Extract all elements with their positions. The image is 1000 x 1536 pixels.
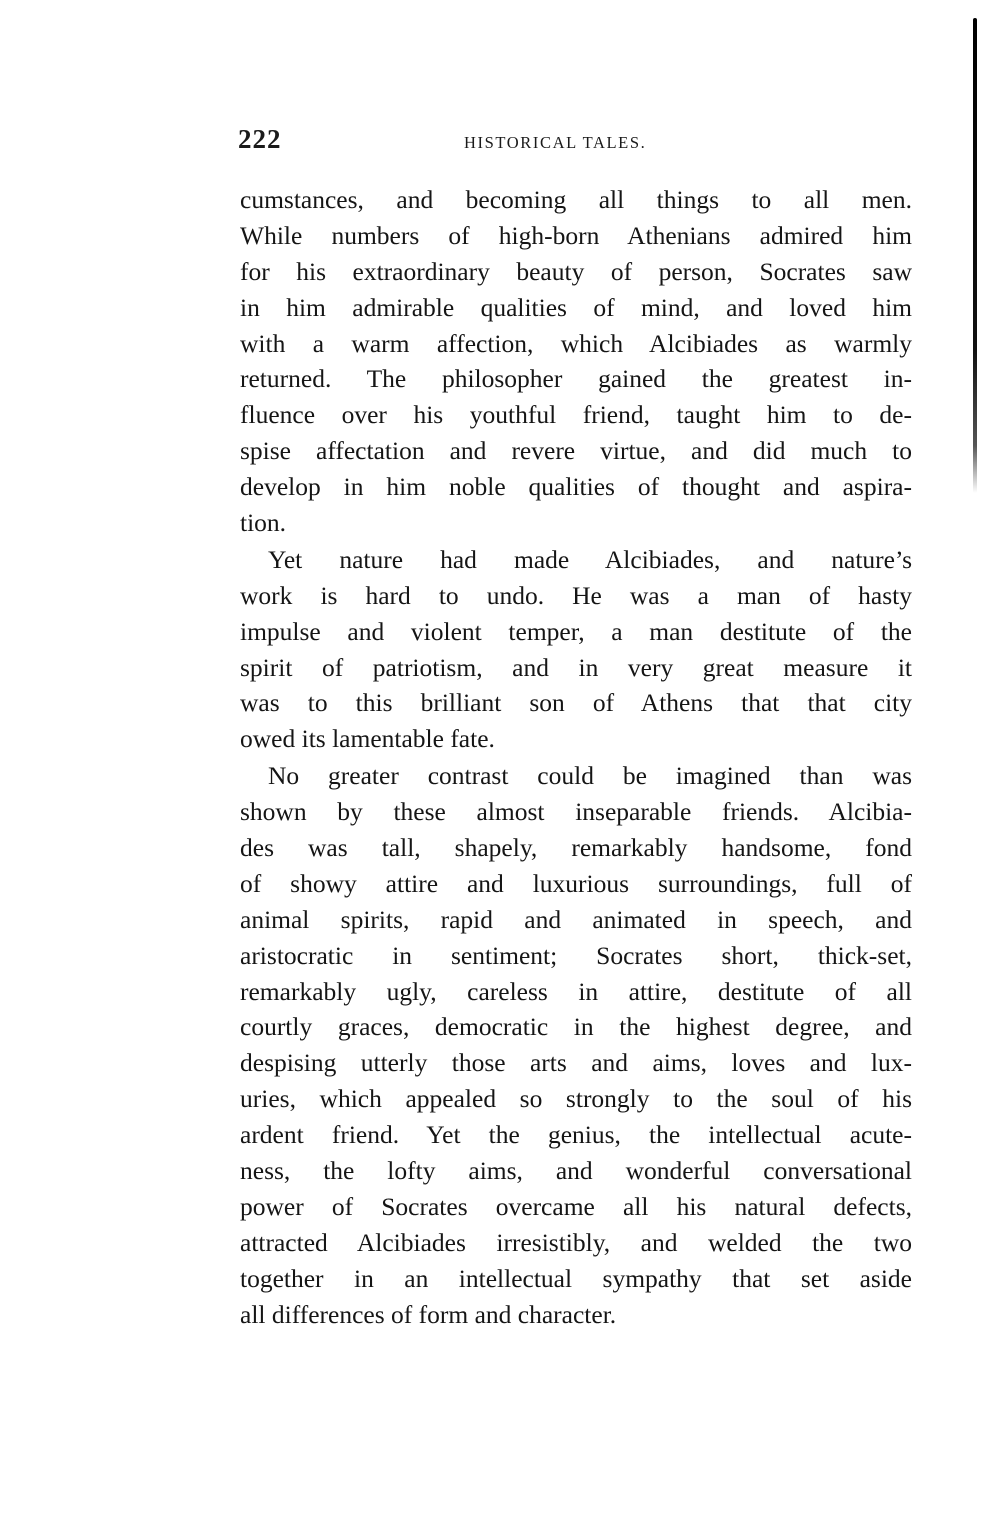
text-line: spirit of patriotism, and in very great measure it bbox=[240, 652, 912, 682]
text-line: courtly graces, democratic in the highest degree, and bbox=[240, 1012, 912, 1042]
text-line: animal spirits, rapid and animated in speech, and bbox=[240, 904, 912, 934]
text-line: spise affectation and revere virtue, and did much to bbox=[240, 436, 912, 466]
paragraph bbox=[240, 758, 912, 1332]
text-line: cumstances, and becoming all things to all men. bbox=[240, 185, 912, 214]
text-line: des was tall, shapely, remarkably handsome, fond bbox=[240, 833, 912, 863]
text-line: returned. The philosopher gained the greatest in- bbox=[240, 364, 912, 394]
text-line: was to this brilliant son of Athens that that city bbox=[240, 688, 912, 718]
text-line: together in an intellectual sympathy that set aside bbox=[240, 1263, 912, 1293]
text-line: impulse and violent temper, a man destitute of the bbox=[240, 616, 912, 646]
paragraph bbox=[240, 182, 912, 541]
text-line: develop in him noble qualities of thought and aspira- bbox=[240, 472, 912, 502]
text-line: in him admirable qualities of mind, and loved him bbox=[240, 292, 912, 322]
text-line: No greater contrast could be imagined than was bbox=[268, 761, 912, 791]
body-text bbox=[240, 182, 912, 1333]
text-line: While numbers of high-born Athenians admired him bbox=[240, 220, 912, 250]
page-number: 222 bbox=[238, 124, 282, 154]
page-header bbox=[238, 124, 912, 156]
text-line: owed its lamentable fate. bbox=[240, 724, 495, 754]
text-line: remarkably ugly, careless in attire, destitute of all bbox=[240, 976, 912, 1006]
text-line: uries, which appealed so strongly to the soul of his bbox=[240, 1084, 912, 1114]
text-line: ness, the lofty aims, and wonderful conversational bbox=[240, 1156, 912, 1186]
text-line: ardent friend. Yet the genius, the intellectual acute- bbox=[240, 1120, 912, 1150]
text-line: aristocratic in sentiment; Socrates short, thick-set, bbox=[240, 940, 912, 970]
text-line: tion. bbox=[240, 508, 287, 538]
text-line: despising utterly those arts and aims, loves and lux- bbox=[240, 1048, 912, 1078]
text-line: for his extraordinary beauty of person, Socrates saw bbox=[240, 256, 912, 286]
running-head: HISTORICAL TALES. bbox=[464, 133, 647, 152]
text-line: attracted Alcibiades irresistibly, and welded the two bbox=[240, 1227, 912, 1257]
text-line: power of Socrates overcame all his natural defects, bbox=[240, 1191, 912, 1221]
text-line: shown by these almost inseparable friends. Alcibia- bbox=[240, 797, 912, 827]
text-line: work is hard to undo. He was a man of hasty bbox=[240, 580, 912, 610]
paragraph bbox=[240, 542, 912, 757]
text-line: fluence over his youthful friend, taught him to de- bbox=[240, 400, 912, 430]
text-line: Yet nature had made Alcibiades, and nature’s bbox=[268, 544, 912, 574]
scan-edge-artifact bbox=[973, 18, 977, 493]
text-line: of showy attire and luxurious surroundings, full of bbox=[240, 868, 912, 898]
text-line: all differences of form and character. bbox=[240, 1299, 617, 1329]
text-line: with a warm affection, which Alcibiades as warmly bbox=[240, 328, 912, 358]
